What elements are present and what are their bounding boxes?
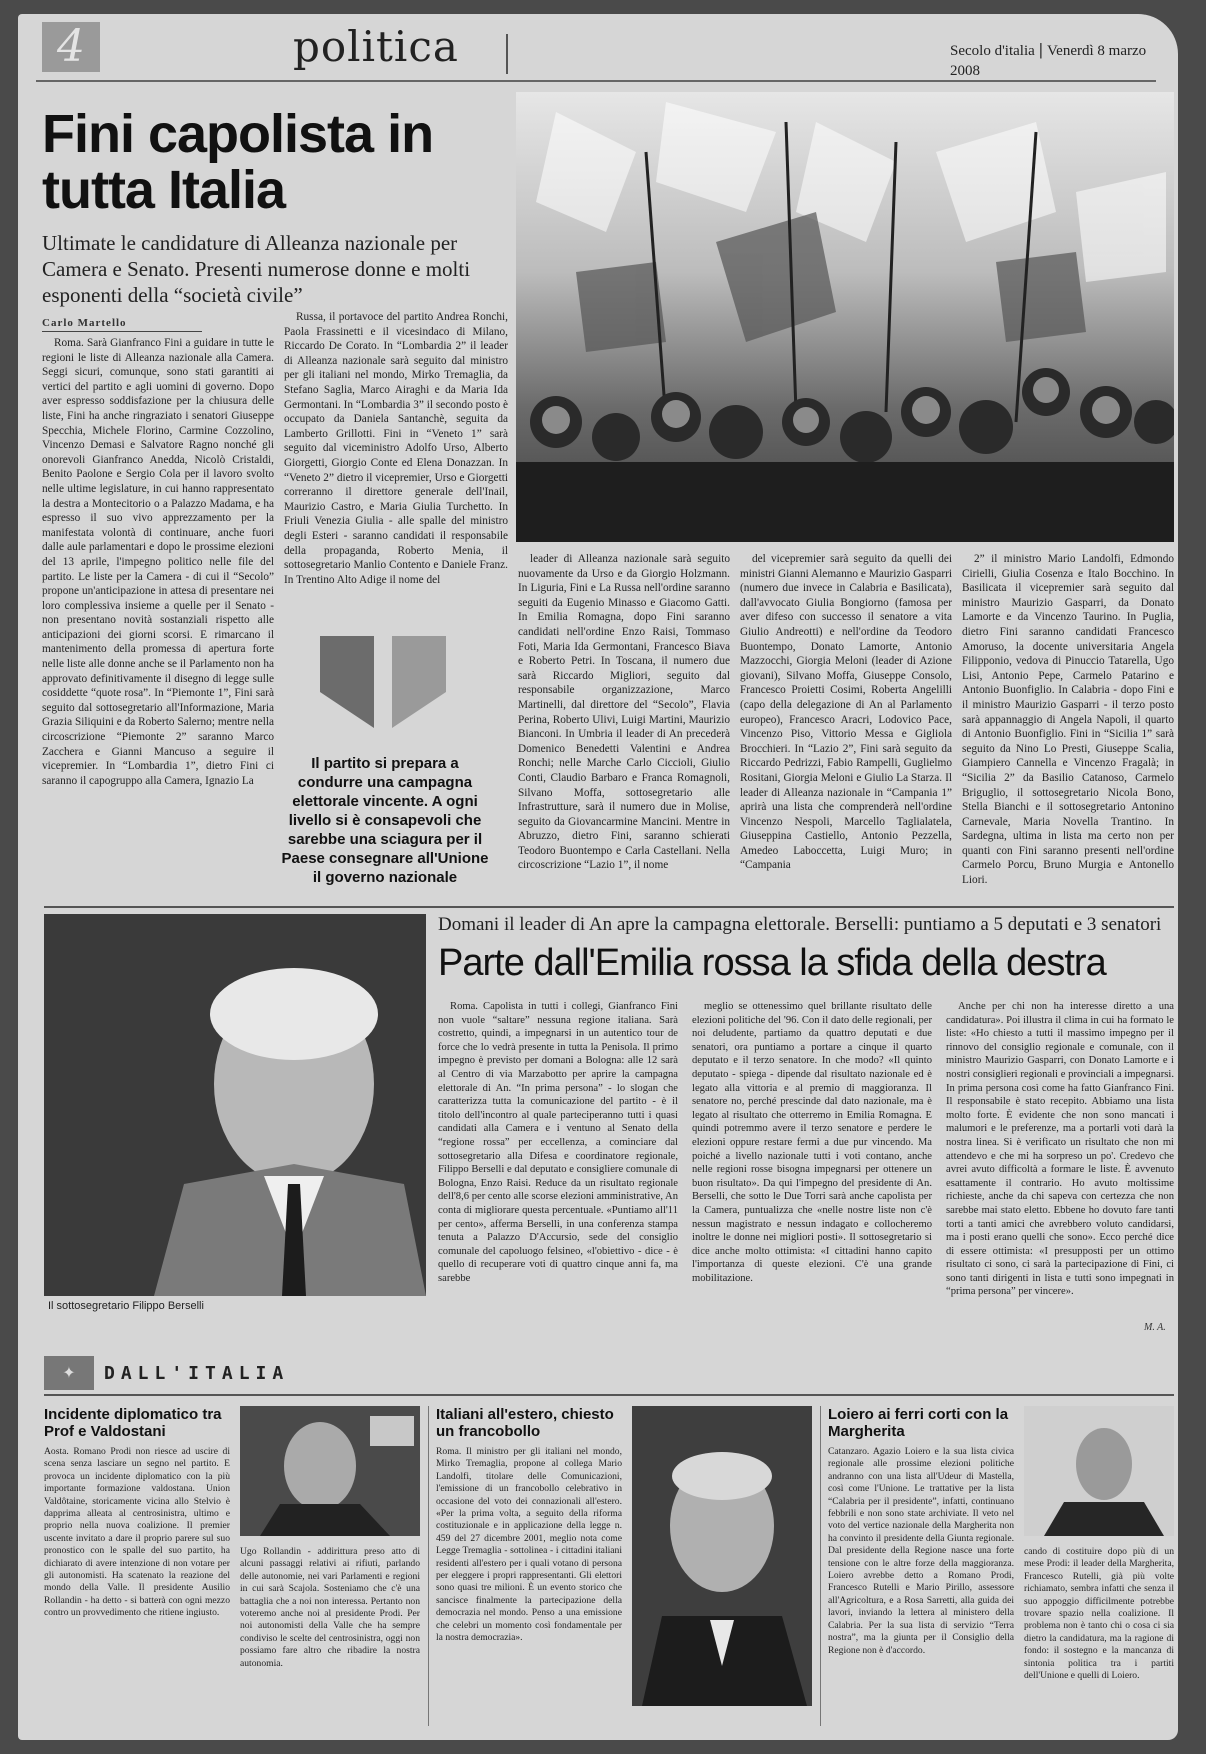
portrait-illustration: [44, 914, 426, 1296]
second-col3-text: Anche per chi non ha interesse diretto a una candidatura». Poi illustra il clima in cui ha formato le liste: «Ho chiesto a tutti il massimo impegno per il rinnovo del consiglio regionale e comunale, con il ministro Maurizio Gasparri, con Donato Lamorte e i nostri consiglieri regionali e provinciali a impegnarsi. In prima persona così come ha fatto Gianfranco Fini. Il responsabile è stato recepito. Abbiamo una lista molto forte. È evidente che non sono mancati i malumori e le preferenze, ma a portarli voti darà la nostra linea. Si è verificato un risultato che non mi attendevo e che mi ha sorpreso un po'. Credevo che avrei avuto difficoltà a formare le liste. È avvenuto esattamente il contrario. Ho avuto moltissime richieste, anche da chi sapeva con certezza che non sarebbe mai stato eletto. Ebbene ho dovuto fare tanti torti a tanti amici che avrebbero voluto candidarsi, ma i posti erano quelli che sono». Ecco perché dice di essere ottimista: «I presupposti per un ottimo risultato ci sono, ci sarà la partecipazione di Fini, ci sono tanti dirigenti in lista e tutti sono impegnati in “prima persona” per vincere».: [946, 1001, 1174, 1298]
dall-italia-rule: [44, 1394, 1174, 1396]
prodi-illustration: [240, 1406, 420, 1536]
second-headline: Parte dall'Emilia rossa la sfida della destra: [438, 942, 1106, 984]
dall-italia-text: DALL'ITALIA: [104, 1362, 290, 1384]
signoff: M. A.: [1144, 1322, 1166, 1333]
brief-2-headline: Italiani all'estero, chiesto un francobollo: [436, 1406, 614, 1440]
main-headline: Fini capolista in tutta Italia: [42, 104, 434, 220]
brief-3-text-cont: [1024, 1546, 1174, 1730]
main-col3-text: leader di Alleanza nazionale sarà seguito nuovamente da Urso e da Giorgio Holzmann. In Liguria, Fini e La Russa nell'ordine saranno seguiti da Eugenio Minasso e Giacomo Gatti. In Emilia Romagna, dopo Fini saranno candidati nell'ordine Enzo Raisi, Tommaso Foti, Maria Ida Germontani, Francesco Biava e Roberto Petri. In Toscana, il numero due sarà Riccardo Migliori, seguito dal responsabile organizzazione, Marco Martinelli, dal direttore del “Secolo”, Flavia Perina, Roberto Ulivi, Luigi Martini, Maurizio Bianconi. In Umbria il leader di An precederà Domenico Benedetti Valentini e Andrea Ronchi; nelle Marche Carlo Ciccioli, Giulio Conti, Claudio Barbaro e Franca Romagnoli, Silvano Moffa, sottosegretario alle Infrastrutture, sarà il numero due in Molise, seguito da Giovancarmine Mancini. Mentre in Abruzzo, dietro Fini, saranno schierati Teodoro Buontempo e Carla Castellani. Nella circoscrizione “Lazio 1”, il nome: [518, 553, 730, 872]
main-article-col-4: [740, 552, 952, 894]
brief-1-headline: Incidente diplomatico tra Prof e Valdostani: [44, 1406, 222, 1440]
header-rule: [36, 80, 1156, 82]
second-article-col-1: [438, 1000, 678, 1336]
brief-3-body: Catanzaro. Agazio Loiero e la sua lista civica regionale alle prossime elezioni politiche andranno con una lista all'Udeur di Mastella, così come l'Unione. Le trattative per la lista “Calabria per il presidente”, infatti, continuano febbrili e non sono state archiviate. Il veto nel voto del vertice nazionale della Margherita non ha convinto il presidente della Giunta regionale. Dal presidente della Regione nasce una forte tensione con le altre forze della maggioranza. Loiero avrebbe detto a Romano Prodi, Francesco Rutelli e Mario Pirillo, assessore all'Agricoltura, e a Rosa Sarretti, alla guida dei lavori, inviando la lettera al ministero della Calabria. Per la sua lista di servizio “Terra nostra”, ma la giunta per il Consiglio della Regione non è d'accordo.: [828, 1446, 1014, 1656]
main-article-col-5: [962, 552, 1174, 894]
pull-quote: Il partito si prepara a condurre una campagna elettorale vincente. A ogni livello si è consapevoli che sarebbe una sciagura per il Paese consegnare all'Unione il governo nazionale: [281, 755, 489, 886]
brief-3-headline: Loiero ai ferri corti con la Margherita: [828, 1406, 1009, 1440]
quote-icon: [314, 632, 454, 732]
dall-italia-label: [44, 1356, 289, 1390]
brief-1-text: [44, 1446, 230, 1730]
main-col1-text: Roma. Sarà Gianfranco Fini a guidare in tutte le regioni le liste di Alleanza nazionale alla Camera. Seggi sicuri, comunque, sono stati garantiti ai vertici del partito e agli uomini di governo. Dopo aver espresso soddisfazione per la chiusura delle liste, Fini ha anche ringraziato i senatori Giuseppe Specchia, Michele Florino, Carmine Cozzolino, Vincenzo Demasi e Salvatore Ragno nonché gli onorevoli Gianfranco Anedda, Nicolò Cristaldi, Benito Paolone e Sergio Cola per il lavoro svolto nelle ultime legislature, in cui hanno rappresentato la destra a Montecitorio o a Palazzo Madama, e ha espresso il suo vivo apprezzamento per la manifestata volontà di continuare, anche fuori dalle aule parlamentari e dopo le prossime elezioni del 13 aprile, l'impegno politico nelle file del partito. Le liste per la Camera - di cui il “Secolo” propone un'anticipazione in attesa di presentare nei loro complessiva insieme a quelle per il Senato - non presentano novità sostanziali rispetto alle anticipazioni dei giorni scorsi. E rimarcano il mantenimento della promessa di apertura forte nelle liste alle donne anche se il Parlamento non ha approvato definitivamente il disegno di legge sulle cosiddette “quote rosa”. In “Piemonte 1”, Fini sarà seguito dal sottosegretario all'Informazione, Maria Grazia Siliquini e da Roberto Salerno; mentre nella circoscrizione “Piemonte 2” saranno Marco Zacchera e Gianni Mancuso a seguire il vicepremier. In “Lombardia 1”, dietro Fini ci saranno il capogruppo alla Camera, Ignazio La: [42, 337, 274, 787]
loiero-photo: [1024, 1406, 1174, 1536]
page-number: 4: [42, 22, 100, 72]
main-col4-text: del vicepremier sarà seguito da quelli dei ministri Gianni Alemanno e Maurizio Gasparri (numero due invece in Calabria e Basilicata), dall'avvocato Giulia Bongiorno (famosa per aver difeso con successo il senatore a vita Giulio Andreotti) e nell'ordine da Teodoro Buontempo, Donato Lamorte, Antonio Mazzocchi, Giorgia Meloni (leader di Azione giovani), Silvano Moffa, Giuseppe Consolo, Francesco Proietti Cosimi, Roberta Angelilli (capo della delegazione di An al Parlamento europeo), Francesco Aracri, Lodovico Pace, Vincenzo Piso, Vittorio Messa e Gigliola Brocchieri. In “Lazio 2”, Fini sarà seguito da Riccardo Pedrizzi, Fabio Rampelli, Guglielmo Rositani, Giorgia Meloni e Giulio La Starza. Il leader di Alleanza nazionale in “Campania 1” aprirà una lista che comprenderà nell'ordine Vincenzo Nespoli, Marcello Taglialatela, Giuseppina Castiello, Antonio Pezzella, Amedeo Laboccetta, Luigi Muro; in “Campania: [740, 553, 952, 872]
tremaglia-illustration: [632, 1406, 812, 1706]
section-divider: [44, 906, 1174, 908]
second-article-col-3: [946, 1000, 1174, 1320]
main-col5-text: 2” il ministro Mario Landolfi, Edmondo Cirielli, Giulia Cosenza e Italo Bocchino. In Basilicata il vicepremier sarà seguito dal ministro Maurizio Gasparri, da Donato Lamorte e da Vincenzo Taurino. In Puglia, dietro Fini saranno candidati Francesco Amoruso, la docente universitaria Angela Filipponio, vedova di Pinuccio Tatarella, Ugo Lisi, Antonio Pepe, Carmelo Patarino e Antonio Buonfiglio. In Calabria - dopo Fini e il ministro Maurizio Gasparri - il terzo posto sarà appannaggio di Angela Napoli, il quarto di Antonio Buonfiglio. Fini in “Sicilia 1” sarà seguito da Nino Lo Presti, Giuseppe Scalia, Giampiero Cannella e Vincenzo Fragalà; in “Sicilia 2” da Basilio Catanoso, Carmelo Briguglio, il sottosegretario Nicola Bono, Stella Bianchi e il sottosegretario Antonino Carnevale, Maria Novella Trantino. In Sardegna, ultima in lista ma certo non per quanti con Fini saranno presenti nell'ordine Carmelo Porcu, Bruno Murgia e Antonello Liori.: [962, 553, 1174, 887]
quote-mark-graphic: [314, 632, 454, 732]
second-col1-text: Roma. Capolista in tutti i collegi, Gianfranco Fini non vuole “saltare” nessuna regione italiana. Sarà costretto, quindi, a impegnarsi in un autentico tour de force che lo vedrà presente in tutta la Penisola. Il primo impegno è previsto per domani a Bologna: alle 12 sarà al Centro di via Marzabotto per aprire la campagna elettorale di An. “In prima persona” - lo slogan che caratterizza tutta la comunicazione del partito - è il titolo dell'incontro al quale parteciperanno tutti i quasi candidati alla Camera e i ventuno al Senato della “regione rossa” per eccellenza, a cominciare dal sottosegretario alla Difesa e coordinatore regionale, Filippo Berselli e dal deputato e consigliere comunale di Bologna, Enzo Raisi. Reduce da un risultato regionale dell'8,6 per cento alle scorse elezioni amministrative, An conta di migliorare questa percentuale. «Puntiamo all'11 per cento», afferma Berselli, in una conferenza stampa tenuta a Palazzo D'Accursio, sede del consiglio comunale del capoluogo felsineo, «l'obiettivo - dice - è quello di recuperare voti di quattro cinque anni fa, ma sarebbe: [438, 1001, 678, 1284]
masthead: Secolo d'italia | Venerdì 8 marzo 2008: [950, 40, 1147, 79]
main-article-col-2: [284, 310, 508, 622]
header-divider: [506, 34, 508, 74]
second-article-col-2: [692, 1000, 932, 1336]
column-rule-1: [428, 1406, 429, 1726]
brief-3-body-cont: cando di costituire dopo più di un mese Prodi: il leader della Margherita, Francesco Rutelli, già più volte richiamato, sembra infatti che senza il suo appoggio difficilmente potrebbe trovare spazio nella coalizione. Il problema non è tanto chi o cosa ci sia dietro la candidatura, ma la ragione di fondo: il sostegno e la mancanza di sintonia politica tra i partiti dell'Unione e quelli di Loiero.: [1024, 1546, 1174, 1682]
main-article-col-1: [42, 336, 274, 884]
second-col2-text: meglio se ottenessimo quel brillante risultato delle elezioni politiche del '96. Con il dato delle regionali, per noi deludente, partiamo da quattro deputati e due senatori, ora puntiamo a portare a cinque il quarto deputato e il terzo senatore. In che modo? «Il quinto deputato - spiega - dipende dal risultato nazionale ed è legato alla vittoria e al premio di maggioranza. Il senatore no, perché prescinde dal dato nazionale, ma è legato al risultato che otterremo in Emilia Romagna. E quindi potremmo avere il terzo senatore e perdere le elezioni oppure restare fermi a due pur vincendo. Ma poiché a livello nazionale tutti i voti contano, anche nelle regioni rosse bisogna impegnarsi per ottenere un buon risultato». Da qui l'impegno del presidente di An. Berselli, che sotto le Due Torri sarà anche capolista per la Camera, puntualizza che «nelle nostre liste non c'è nessun magistrato e nessun indagato e collocheremo inoltre le donne nei migliori posti». Il sottosegretario si dice anche molto ottimista: «I cittadini hanno capito l'importanza di queste elezioni. C'è una grande mobilitazione.: [692, 1001, 932, 1284]
tremaglia-photo: [632, 1406, 812, 1706]
brief-2-text: [436, 1446, 622, 1730]
masthead-date: Venerdì 8 marzo 2008: [950, 43, 1147, 79]
crowd-photo: [516, 92, 1174, 542]
photo-caption: Il sottosegretario Filippo Berselli: [48, 1300, 204, 1312]
prodi-photo: [240, 1406, 420, 1536]
column-rule-2: [820, 1406, 821, 1726]
brief-2-body: Roma. Il ministro per gli italiani nel mondo, Mirko Tremaglia, propone al collega Mario Landolfi, titolare delle Comunicazioni, l'emissione di un francobollo celebrativo in occasione del voto dei connazionali all'estero. «Per la prima volta, a seguito della riforma costituzionale e in applicazione della legge n. 459 del 27 dicembre 2001, meglio nota come Legge Tremaglia - sottolinea - i cittadini italiani residenti all'estero per i quali votano di persona per eleggere i propri rappresentanti. Gli elettori sono quasi tre milioni. È un evento storico che sancisce finalmente la partecipazione della democrazia nel mondo. Penso a una emissione che celebri un momento così fondamentale per la nostra democrazia».: [436, 1446, 622, 1644]
main-col2-text: Russa, il portavoce del partito Andrea Ronchi, Paola Frassinetti e il vicesindaco di Milano, Riccardo De Corato. In “Lombardia 2” il leader di Alleanza nazionale sarà seguito dal ministro per gli italiani nel mondo, Mirko Tremaglia, da Stefano Saglia, Marco Airaghi e da Maria Ida Germontani. In “Lombardia 3” il secondo posto è occupato da Daniela Santanchè, seguita da Lamberto Grillotti. Fini in “Veneto 1” sarà seguito dal viceministro Adolfo Urso, Alberto Giorgetti, Giorgio Conte ed Elena Donazzan. In “Veneto 2” dietro il vicepremier, Urso e Giorgetti correranno il direttore generale dell'Inail, Maurizio Castro, e Maria Giulia Turchetto. In Friuli Venezia Giulia - alle spalle del ministro degli Esteri - saranno candidati il responsabile della propaganda, Roberto Menia, il sottosegretario Manlio Contento e Daniele Franz. In Trentino Alto Adige il nome del: [284, 311, 508, 586]
loiero-illustration: [1024, 1406, 1174, 1536]
section-title: politica: [293, 22, 459, 71]
masthead-name: Secolo d'italia: [950, 43, 1035, 59]
second-kicker: Domani il leader di An apre la campagna elettorale. Berselli: puntiamo a 5 deputati e 3 senatori: [438, 914, 1162, 935]
byline: Carlo Martello: [42, 317, 202, 332]
main-deck: Ultimate le candidature di Alleanza nazionale per Camera e Senato. Presenti numerose donne e molti esponenti della “società civile”: [42, 231, 471, 307]
berselli-photo: [44, 914, 426, 1296]
brief-1-body-cont: Ugo Rollandin - addirittura preso atto di alcuni passaggi relativi ai rifiuti, parlando delle autonomie, nei vari Parlamenti e regioni in cui sarà Scajola. Sosteniamo che c'è una battaglia che a noi non interessa. Pertanto non voteremo anche noi al presidente Prodi. Per noi autonomisti della Valle che ha sempre condiviso le scelte del centrosinistra, oggi non possiamo fare altro che ribadire la nostra autonomia.: [240, 1546, 420, 1669]
brief-1-text-cont: [240, 1546, 420, 1730]
newspaper-page: [18, 14, 1178, 1740]
brief-3-text: [828, 1446, 1014, 1730]
brief-1-body: Aosta. Romano Prodi non riesce ad uscire di scena senza lasciare un segno nel partito. E provoca un incidente diplomatico con la più importante formazione valdostana. Union Valdôtaine, storicamente vicina allo Stelvio è dapprima alleata al centrosinistra, ultimo e proprio nella nuova coalizione. Il premier uscente invitato a dare il proprio parere sul suo pronostico con le spalle del suo partito, ha dichiarato di avere intenzione di non votare per gli autonomisti. Ha scatenato la reazione del mondo della Valle. Il presidente Ausilio Rollandin - ha detto - si batterà con ogni mezzo contro un provvedimento che ritiene ingiusto.: [44, 1446, 230, 1619]
italy-map-icon: ✦: [44, 1356, 94, 1390]
crowd-illustration: [516, 92, 1174, 542]
main-article-col-3: [518, 552, 730, 894]
